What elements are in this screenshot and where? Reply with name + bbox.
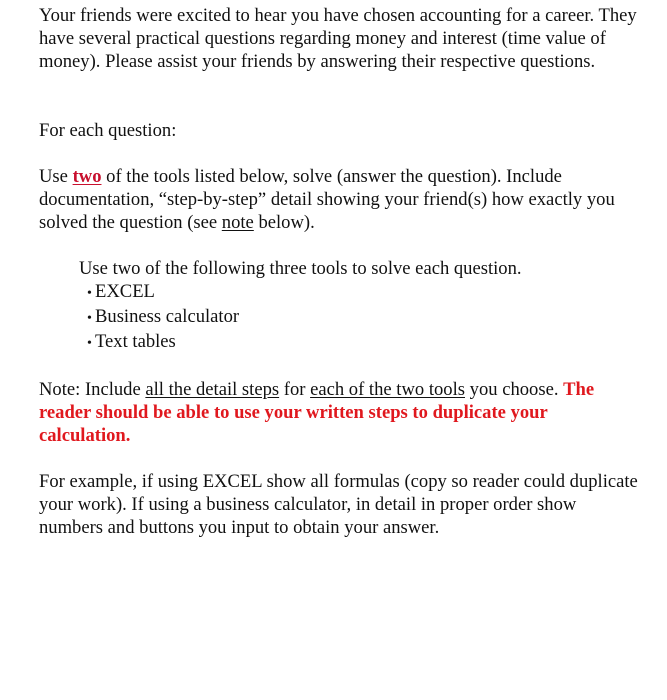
note-suffix: you choose. xyxy=(465,379,564,400)
bullet-icon: • xyxy=(87,311,92,326)
bullet-icon: • xyxy=(87,336,92,351)
note-emphasis: The reader should be able to use your written steps to duplicate your calculation. xyxy=(39,379,595,446)
instructions-emphasis-two: two xyxy=(72,166,102,187)
note-prefix: Note: Include xyxy=(39,379,146,400)
tools-list-item-business-calculator xyxy=(87,305,639,330)
for-each-heading: For each question: xyxy=(39,120,177,141)
tools-lead: Use two of the following three tools to solve each question. xyxy=(79,258,522,279)
tools-block xyxy=(79,257,639,355)
instructions-middle: of the tools listed below, solve (answer the question). Include documentation, “step-by-step” detail showing your friend(s) how exactly you solved the question (see xyxy=(39,166,615,233)
note-underline-detail-steps: all the detail steps xyxy=(145,379,280,400)
bullet-icon: • xyxy=(87,286,92,301)
instructions-suffix: below). xyxy=(253,212,315,233)
note-middle: for xyxy=(279,379,311,400)
instructions-note-reference: note xyxy=(221,212,254,233)
tools-list xyxy=(79,280,639,355)
document-page xyxy=(39,4,639,539)
instructions-paragraph xyxy=(39,165,639,234)
tools-list-item-excel xyxy=(87,280,639,305)
tools-list-item-label: EXCEL xyxy=(95,281,155,302)
intro-paragraph: Your friends were excited to hear you have chosen accounting for a career. They have several practical questions regarding money and interest (time value of money). Please assist your friends by answering their respective questions. xyxy=(39,5,637,72)
note-paragraph xyxy=(39,378,639,447)
tools-list-item-label: Business calculator xyxy=(95,306,240,327)
example-paragraph: For example, if using EXCEL show all formulas (copy so reader could duplicate your work). If using a business calculator, in detail in proper order show numbers and buttons you input to obtain your answer. xyxy=(39,471,638,538)
tools-list-item-text-tables xyxy=(87,330,639,355)
instructions-prefix: Use xyxy=(39,166,73,187)
note-underline-each-tool: each of the two tools xyxy=(310,379,465,400)
tools-list-item-label: Text tables xyxy=(95,331,176,352)
